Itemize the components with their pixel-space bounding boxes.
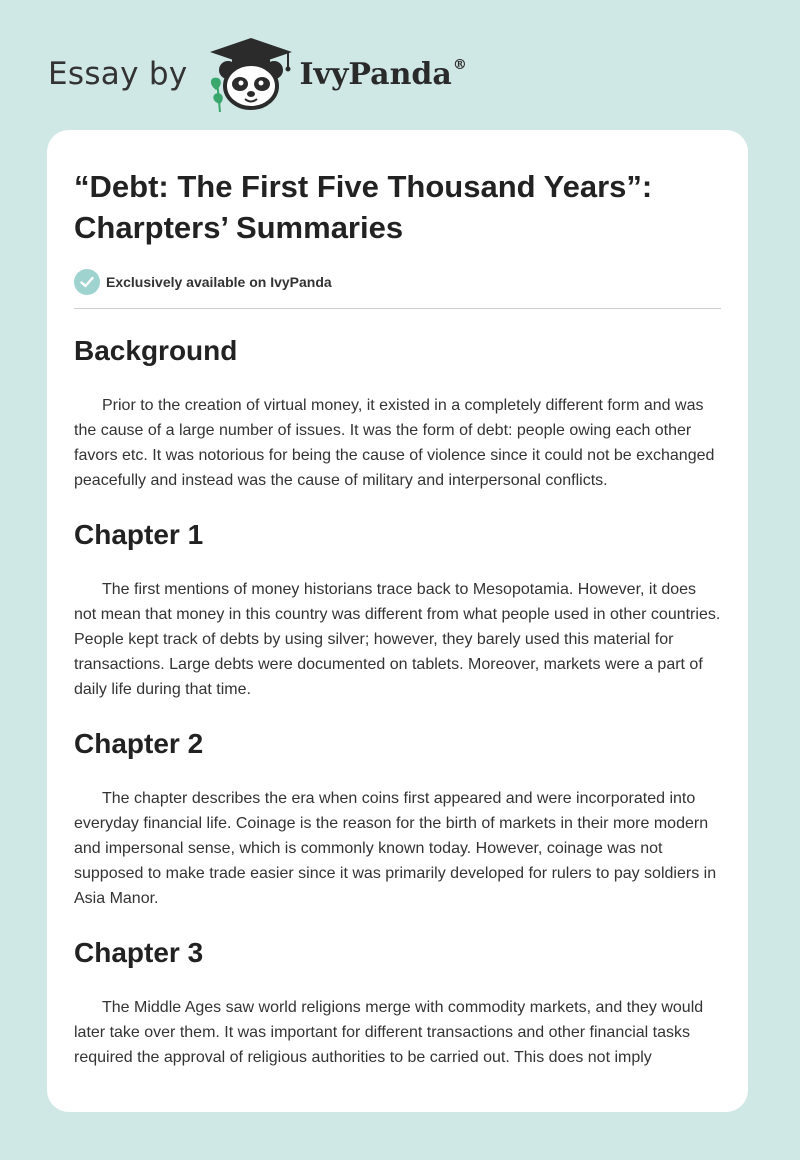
check-icon [74,269,100,295]
panda-logo-icon[interactable] [202,34,300,114]
section-text-background: Prior to the creation of virtual money, it existed in a completely different form and was the cause of a large number of issues. It was the form of debt: people owing each other favors etc. It was notorious for being the cause of violence since it could not be exchanged peacefully and instead was the cause of military and interpersonal conflicts. [74,397,715,489]
section-text-chapter-1: The first mentions of money historians trace back to Mesopotamia. However, it does not mean that money in this country was different from what people used in other countries. People kept track of debts by using silver; however, they barely used this material for transactions. Large debts were documented on tablets. Moreover, markets were a part of daily life during that time. [74,581,721,698]
section-heading-background: Background [74,335,238,366]
section-heading-chapter-2: Chapter 2 [74,728,204,759]
brand-label: IvyPanda [299,56,452,92]
essay-by-label: Essay by [48,56,188,92]
article-card [47,130,748,1112]
section-heading-chapter-1: Chapter 1 [74,519,204,550]
exclusive-badge [74,269,721,295]
registered-mark: ® [452,56,467,73]
exclusive-text: Exclusively available on IvyPanda [106,274,332,290]
article-title: “Debt: The First Five Thousand Years”: Charpters’ Summaries [74,169,653,245]
brand-name[interactable] [300,57,467,92]
section-heading-chapter-3: Chapter 3 [74,937,204,968]
section-text-chapter-2: The chapter describes the era when coins first appeared and were incorporated into everyday financial life. Coinage is the reason for the birth of markets in their more modern and impersonal sense, which is commonly known today. However, coinage was not supposed to make trade easier since it was primarily developed for rulers to pay soldiers in Asia Manor. [74,790,717,907]
divider [74,308,721,309]
section-text-chapter-3: The Middle Ages saw world religions merge with commodity markets, and they would later take over them. It was important for different transactions and other financial tasks required the approval of religious authorities to be carried out. This does not imply [74,999,704,1066]
site-header [48,34,467,114]
